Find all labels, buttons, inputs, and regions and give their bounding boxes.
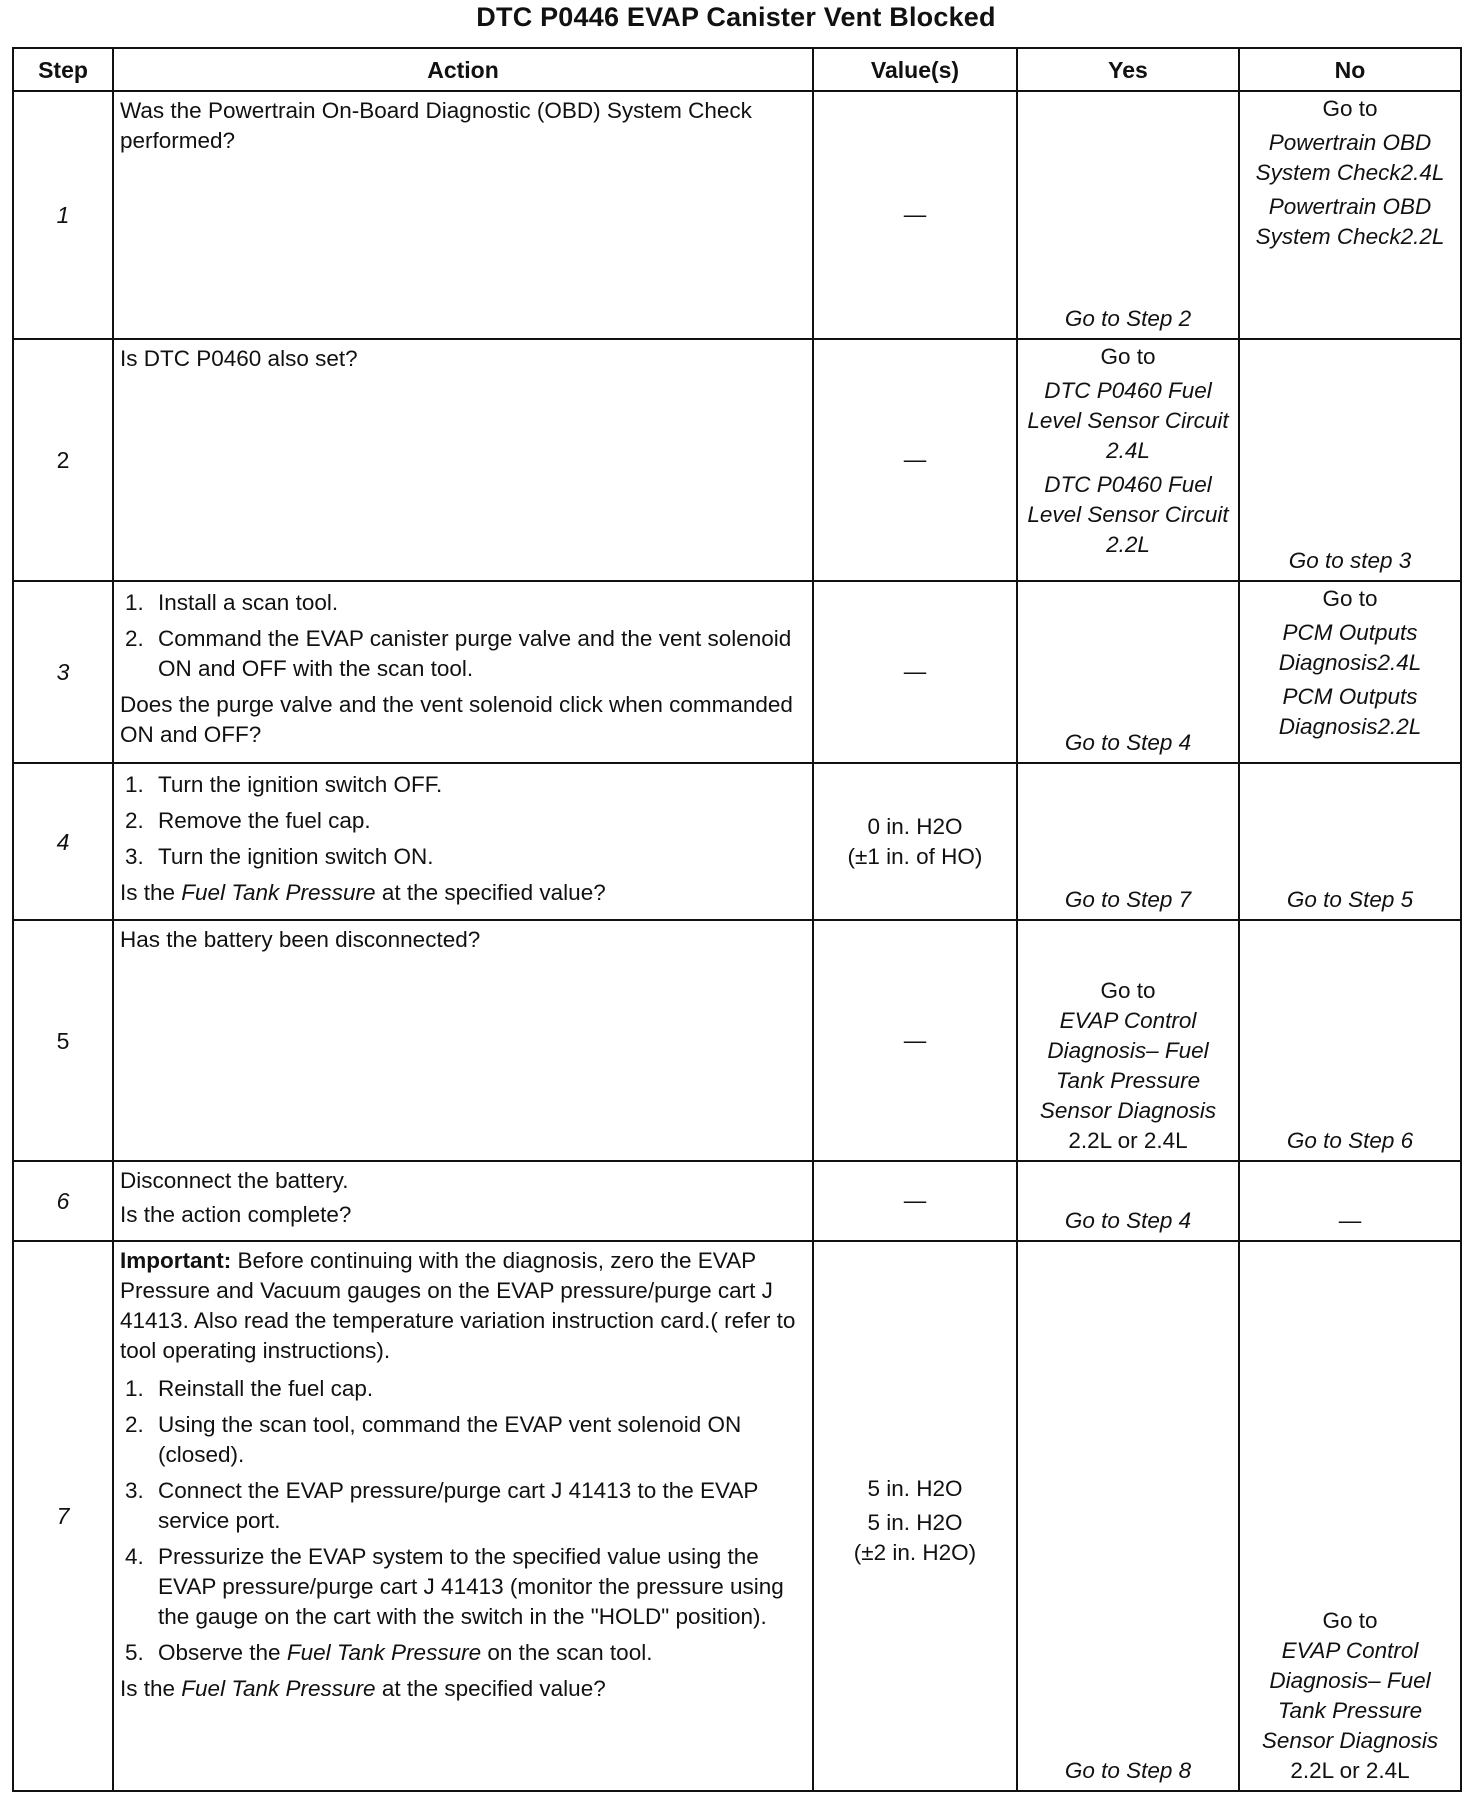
no-cell [1239, 920, 1461, 1161]
value-line: 0 in. H2O [867, 813, 963, 839]
no-link[interactable]: Powertrain OBD System Check2.2L [1255, 194, 1445, 249]
no-link[interactable]: Powertrain OBD System Check2.4L [1255, 130, 1445, 185]
step-number: 1 [13, 91, 113, 339]
action-question: Is the Fuel Tank Pressure at the specified value? [120, 880, 606, 905]
value-line: (±1 in. of HO) [847, 843, 983, 869]
table-row [13, 339, 1461, 581]
yes-link[interactable]: DTC P0460 Fuel Level Sensor Circuit 2.4L [1027, 378, 1229, 463]
no-goto: Go to [1322, 1608, 1378, 1633]
list-item: 2. Remove the fuel cap. [150, 806, 806, 836]
value-cell [813, 1241, 1017, 1791]
value-cell: — [813, 920, 1017, 1161]
action-cell [113, 1241, 813, 1791]
yes-link[interactable]: Go to Step 7 [1064, 887, 1192, 912]
action-text: Disconnect the battery. [120, 1168, 349, 1193]
no-goto: Go to [1322, 96, 1378, 121]
step-number: 7 [13, 1241, 113, 1791]
action-cell [113, 763, 813, 920]
action-question: Does the purge valve and the vent solenoid click when commanded ON and OFF? [120, 692, 793, 747]
value-line: 5 in. H2O [867, 1476, 963, 1501]
table-row [13, 920, 1461, 1161]
header-row [13, 48, 1461, 91]
no-tail: 2.2L or 2.4L [1290, 1758, 1410, 1783]
yes-tail: 2.2L or 2.4L [1068, 1128, 1188, 1153]
yes-cell [1017, 1241, 1239, 1791]
action-cell [113, 581, 813, 763]
diagnostic-table [12, 47, 1462, 1792]
page-title: DTC P0446 EVAP Canister Vent Blocked [476, 2, 996, 32]
action-cell [113, 1161, 813, 1241]
no-cell [1239, 1241, 1461, 1791]
action-question: Is the action complete? [120, 1202, 352, 1227]
action-cell [113, 339, 813, 581]
step-number: 2 [13, 339, 113, 581]
yes-cell [1017, 920, 1239, 1161]
action-steps [120, 1374, 806, 1668]
yes-cell [1017, 763, 1239, 920]
yes-cell [1017, 1161, 1239, 1241]
list-item: 1. Turn the ignition switch OFF. [150, 770, 806, 800]
yes-link[interactable]: Go to Step 8 [1064, 1758, 1192, 1783]
yes-link[interactable]: Go to Step 4 [1064, 1208, 1192, 1233]
yes-link[interactable]: Go to Step 4 [1064, 730, 1192, 755]
list-item: 3. Turn the ignition switch ON. [150, 842, 806, 872]
yes-cell [1017, 91, 1239, 339]
no-cell [1239, 581, 1461, 763]
list-item: 2. Command the EVAP canister purge valve and the vent solenoid ON and OFF with the scan tool. [150, 624, 806, 684]
action-text: Has the battery been disconnected? [120, 927, 481, 952]
no-cell: — [1239, 1161, 1461, 1241]
yes-link[interactable]: Go to Step 2 [1064, 306, 1192, 331]
value-line: (±2 in. H2O) [853, 1540, 977, 1565]
table-row [13, 763, 1461, 920]
list-item: 3. Connect the EVAP pressure/purge cart J 41413 to the EVAP service port. [150, 1476, 806, 1536]
yes-goto: Go to [1100, 344, 1156, 369]
no-cell [1239, 91, 1461, 339]
header-step: Step [13, 48, 113, 91]
value-cell: — [813, 339, 1017, 581]
yes-link[interactable]: DTC P0460 Fuel Level Sensor Circuit 2.2L [1027, 472, 1229, 557]
header-yes: Yes [1017, 48, 1239, 91]
no-link[interactable]: PCM Outputs Diagnosis2.2L [1278, 684, 1422, 739]
step-number: 5 [13, 920, 113, 1161]
yes-cell [1017, 339, 1239, 581]
list-item: 2. Using the scan tool, command the EVAP vent solenoid ON (closed). [150, 1410, 806, 1470]
yes-goto: Go to [1100, 978, 1156, 1003]
no-link[interactable]: EVAP Control Diagnosis– Fuel Tank Pressure Sensor Diagnosis [1261, 1638, 1439, 1753]
table-row [13, 91, 1461, 339]
value-cell: — [813, 1161, 1017, 1241]
list-item: 1. Install a scan tool. [150, 588, 806, 618]
action-steps [120, 588, 806, 684]
yes-cell [1017, 581, 1239, 763]
action-question: Is the Fuel Tank Pressure at the specified value? [120, 1676, 606, 1701]
list-item: 5. Observe the Fuel Tank Pressure on the scan tool. [150, 1638, 806, 1668]
no-link[interactable]: Go to step 3 [1288, 548, 1412, 573]
header-values: Value(s) [813, 48, 1017, 91]
list-item: 4. Pressurize the EVAP system to the specified value using the EVAP pressure/purge cart J 41413 (monitor the pressure using the gauge on the cart with the switch in the "HOLD" position). [150, 1542, 806, 1632]
action-cell [113, 91, 813, 339]
step-number: 4 [13, 763, 113, 920]
important-note: Important: Before continuing with the diagnosis, zero the EVAP Pressure and Vacuum gauges on the EVAP pressure/purge cart J 41413. Also read the temperature variation instruction card.( refer to tool operating instructions). [120, 1248, 796, 1363]
table-row [13, 1241, 1461, 1791]
no-goto: Go to [1322, 586, 1378, 611]
table-row [13, 581, 1461, 763]
list-item: 1. Reinstall the fuel cap. [150, 1374, 806, 1404]
no-link[interactable]: Go to Step 5 [1286, 887, 1414, 912]
no-cell [1239, 763, 1461, 920]
action-text: Was the Powertrain On-Board Diagnostic (OBD) System Check performed? [120, 98, 752, 153]
value-cell [813, 763, 1017, 920]
no-link[interactable]: Go to Step 6 [1286, 1128, 1414, 1153]
action-steps [120, 770, 806, 872]
step-number: 6 [13, 1161, 113, 1241]
value-cell: — [813, 91, 1017, 339]
action-cell [113, 920, 813, 1161]
no-link[interactable]: PCM Outputs Diagnosis2.4L [1278, 620, 1422, 675]
header-no: No [1239, 48, 1461, 91]
table-row [13, 1161, 1461, 1241]
value-line: 5 in. H2O [867, 1510, 963, 1535]
no-cell [1239, 339, 1461, 581]
header-action: Action [113, 48, 813, 91]
value-cell: — [813, 581, 1017, 763]
action-text: Is DTC P0460 also set? [120, 346, 358, 371]
yes-link[interactable]: EVAP Control Diagnosis– Fuel Tank Pressure Sensor Diagnosis [1039, 1008, 1217, 1123]
step-number: 3 [13, 581, 113, 763]
